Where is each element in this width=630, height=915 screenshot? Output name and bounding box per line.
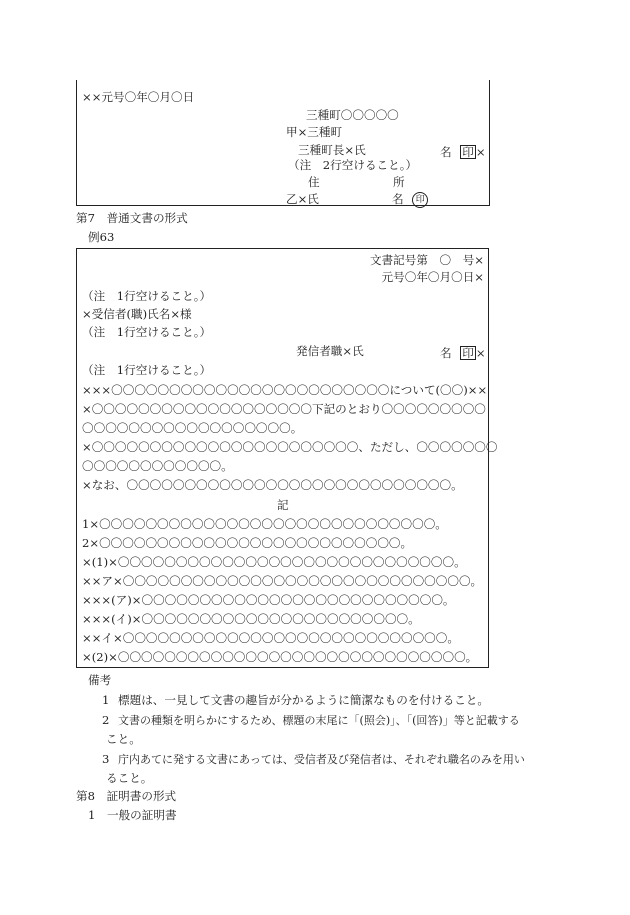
list-item: 1×〇〇〇〇〇〇〇〇〇〇〇〇〇〇〇〇〇〇〇〇〇〇〇〇〇〇〇〇〇。 bbox=[82, 517, 447, 531]
note-two-lines: （注 2行空けること。） bbox=[288, 158, 418, 172]
mayor: 三種町長×氏 bbox=[298, 143, 366, 157]
mayor-tail: × bbox=[475, 145, 486, 159]
address-label-2: 所 bbox=[393, 175, 405, 189]
list-item: ××イ×〇〇〇〇〇〇〇〇〇〇〇〇〇〇〇〇〇〇〇〇〇〇〇〇〇〇〇〇。 bbox=[82, 631, 459, 645]
sender-tail: × bbox=[475, 346, 486, 360]
recipient: ×受信者(職)氏名×様 bbox=[82, 307, 192, 321]
list-item: ×××(ア)×〇〇〇〇〇〇〇〇〇〇〇〇〇〇〇〇〇〇〇〇〇〇〇〇〇〇。 bbox=[82, 593, 455, 607]
section7-heading: 第7 普通文書の形式 bbox=[76, 211, 188, 225]
note-one-line: （注 1行空けること。） bbox=[82, 363, 212, 377]
list-item: ×(1)×〇〇〇〇〇〇〇〇〇〇〇〇〇〇〇〇〇〇〇〇〇〇〇〇〇〇〇〇〇。 bbox=[82, 555, 466, 569]
body-line: ×〇〇〇〇〇〇〇〇〇〇〇〇〇〇〇〇〇〇〇下記のとおり〇〇〇〇〇〇〇〇〇 bbox=[82, 402, 486, 416]
sender: 発信者職×氏 bbox=[296, 344, 364, 358]
doc-date: 元号〇年〇月〇日× bbox=[381, 270, 484, 284]
name-label: 名 bbox=[440, 346, 452, 360]
name-label: 名 bbox=[392, 192, 404, 206]
sender-name-label bbox=[440, 346, 486, 360]
body-line: ×〇〇〇〇〇〇〇〇〇〇〇〇〇〇〇〇〇〇〇〇〇〇〇、ただし、〇〇〇〇〇〇〇 bbox=[82, 440, 498, 454]
body-line: 〇〇〇〇〇〇〇〇〇〇〇〇。 bbox=[82, 459, 233, 473]
example-number: 例63 bbox=[88, 230, 115, 244]
list-item: ×(2)×〇〇〇〇〇〇〇〇〇〇〇〇〇〇〇〇〇〇〇〇〇〇〇〇〇〇〇〇〇〇。 bbox=[82, 650, 478, 664]
seal-mark: 印 bbox=[462, 346, 474, 360]
note-one-line: （注 1行空けること。） bbox=[82, 325, 212, 339]
body-line: ×××〇〇〇〇〇〇〇〇〇〇〇〇〇〇〇〇〇〇〇〇〇〇〇〇について(〇〇)×× bbox=[82, 383, 488, 397]
org-line: 三種町〇〇〇〇〇 bbox=[306, 108, 399, 122]
remarks-title: 備考 bbox=[88, 673, 112, 687]
remark-text: 文書の種類を明らかにするため、標題の末尾に「(照会)」、「(回答)」等と記載する bbox=[118, 714, 520, 727]
list-item: ××ア×〇〇〇〇〇〇〇〇〇〇〇〇〇〇〇〇〇〇〇〇〇〇〇〇〇〇〇〇〇〇。 bbox=[82, 574, 483, 588]
name-label: 名 bbox=[440, 145, 452, 159]
address-label-1: 住 bbox=[308, 175, 320, 189]
seal-circle-mark: 印 bbox=[412, 192, 428, 208]
ki-heading: 記 bbox=[277, 498, 289, 512]
body-line: 〇〇〇〇〇〇〇〇〇〇〇〇〇〇〇〇〇〇。 bbox=[82, 421, 303, 435]
remark-number: 1 bbox=[102, 693, 110, 707]
remark-continuation: ること。 bbox=[106, 771, 153, 785]
remark-number: 2 bbox=[102, 713, 110, 727]
mayor-name-label bbox=[440, 145, 486, 159]
section8-subheading: 1 一般の証明書 bbox=[88, 808, 177, 822]
party-b: 乙×氏 bbox=[286, 192, 319, 206]
section8-heading: 第8 証明書の形式 bbox=[76, 789, 177, 803]
list-item: ×××(イ)×〇〇〇〇〇〇〇〇〇〇〇〇〇〇〇〇〇〇〇〇〇〇〇。 bbox=[82, 612, 420, 626]
list-item: 2×〇〇〇〇〇〇〇〇〇〇〇〇〇〇〇〇〇〇〇〇〇〇〇〇〇〇。 bbox=[82, 536, 413, 550]
doc-number: 文書記号第 〇 号× bbox=[369, 253, 484, 267]
body-line: ×なお、〇〇〇〇〇〇〇〇〇〇〇〇〇〇〇〇〇〇〇〇〇〇〇〇〇〇〇〇。 bbox=[82, 478, 463, 492]
party-a: 甲×三種町 bbox=[286, 125, 343, 139]
remark-text: 標題は、一見して文書の趣旨が分かるように簡潔なものを付けること。 bbox=[118, 693, 490, 707]
party-b-name bbox=[392, 193, 428, 209]
remark-number: 3 bbox=[102, 752, 110, 766]
date-line: ××元号〇年〇月〇日 bbox=[82, 90, 195, 104]
seal-mark: 印 bbox=[462, 145, 474, 159]
remark-text: 庁内あてに発する文書にあっては、受信者及び発信者は、それぞれ職名のみを用い bbox=[118, 753, 525, 766]
remark-continuation: こと。 bbox=[106, 732, 141, 746]
note-one-line: （注 1行空けること。） bbox=[82, 289, 212, 303]
